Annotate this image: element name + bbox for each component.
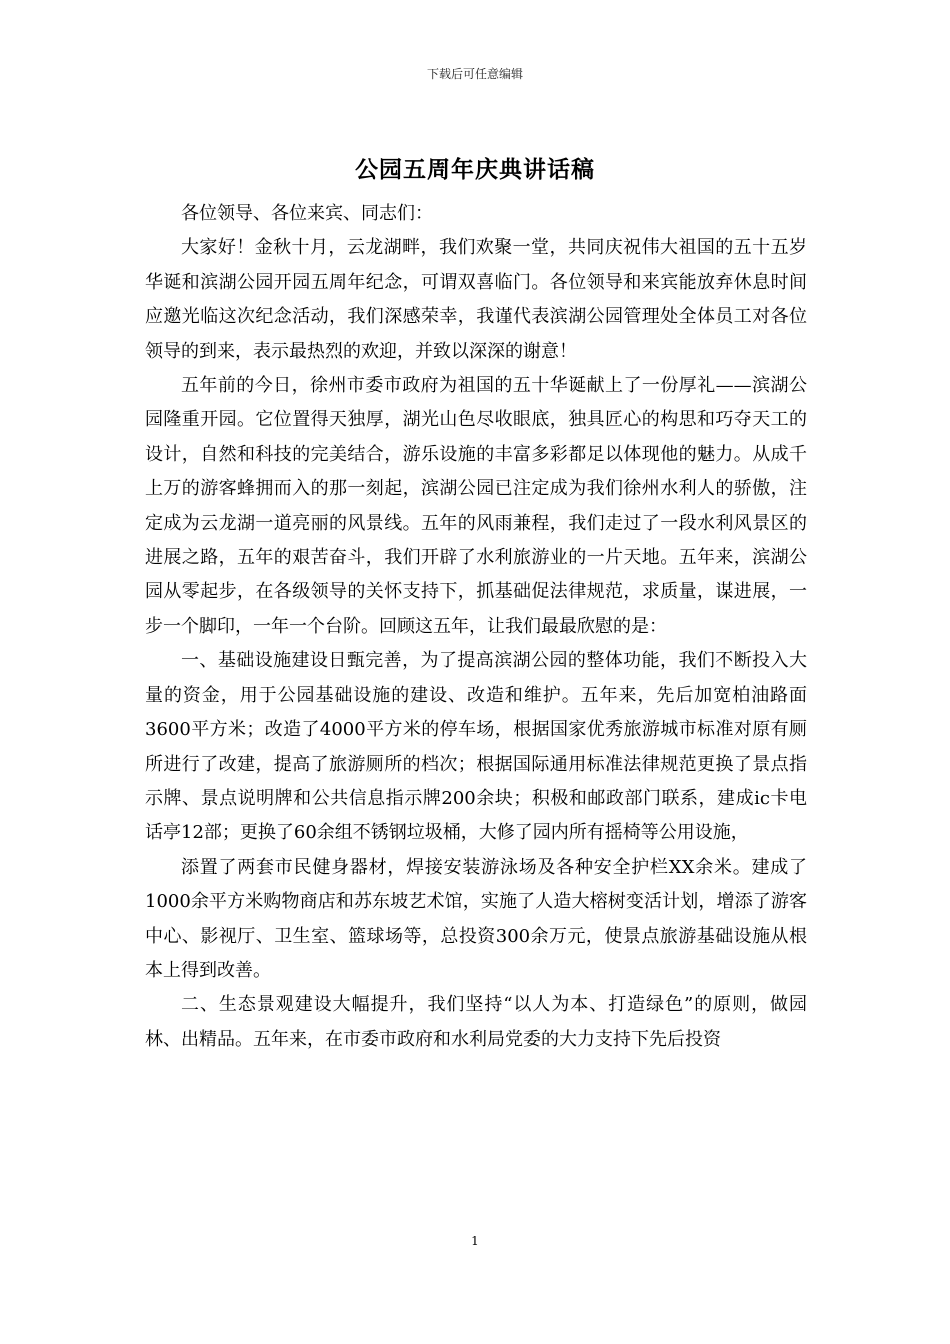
document-title: 公园五周年庆典讲话稿	[355, 157, 595, 183]
body-paragraph: 二、生态景观建设大幅提升，我们坚持“以人为本、打造绿色”的原则，做园林、出精品。五年来，在市委市政府和水利局党委的大力支持下先后投资	[145, 994, 807, 1050]
page-number: 1	[471, 1234, 479, 1248]
body-paragraph: 一、基础设施建设日甄完善，为了提高滨湖公园的整体功能，我们不断投入大量的资金，用于公园基础设施的建设、改造和维护。五年来，先后加宽柏油路面3600平方米；改造了4000平方米的停车场，根据国家优秀旅游城市标准对原有厕所进行了改建，提高了旅游厕所的档次；根据国际通用标准法律规范更换了景点指示牌、景点说明牌和公共信息指示牌200余块；积极和邮政部门联系，建成ic卡电话亭12部；更换了60余组不锈钢垃圾桶，大修了园内所有摇椅等公用设施，	[145, 650, 807, 844]
salutation-paragraph: 各位领导、各位来宾、同志们：	[181, 203, 433, 224]
body-paragraph: 五年前的今日，徐州市委市政府为祖国的五十华诞献上了一份厚礼——滨湖公园隆重开园。它位置得天独厚，湖光山色尽收眼底，独具匠心的构思和巧夺天工的设计，自然和科技的完美结合，游乐设施的丰富多彩都足以体现他的魅力。从成千上万的游客蜂拥而入的那一刻起，滨湖公园已注定成为我们徐州水利人的骄傲，注定成为云龙湖一道亮丽的风景线。五年的风雨兼程，我们走过了一段水利风景区的进展之路，五年的艰苦奋斗，我们开辟了水利旅游业的一片天地。五年来，滨湖公园从零起步，在各级领导的关怀支持下，抓基础促法律规范，求质量，谋进展，一步一个脚印，一年一个台阶。回顾这五年，让我们最最欣慰的是：	[145, 375, 807, 637]
document-body	[145, 197, 807, 1057]
header-note: 下载后可任意编辑	[426, 67, 523, 81]
body-paragraph: 大家好！金秋十月，云龙湖畔，我们欢聚一堂，共同庆祝伟大祖国的五十五岁华诞和滨湖公园开园五周年纪念，可谓双喜临门。各位领导和来宾能放弃休息时间应邀光临这次纪念活动，我们深感荣幸，我谨代表滨湖公园管理处全体员工对各位领导的到来，表示最热烈的欢迎，并致以深深的谢意！	[145, 237, 807, 362]
body-paragraph: 添置了两套市民健身器材，焊接安装游泳场及各种安全护栏XX余米。建成了1000余平方米购物商店和苏东坡艺术馆，实施了人造大榕树变活计划，增添了游客中心、影视厅、卫生室、篮球场等，总投资300余万元，使景点旅游基础设施从根本上得到改善。	[145, 856, 807, 981]
